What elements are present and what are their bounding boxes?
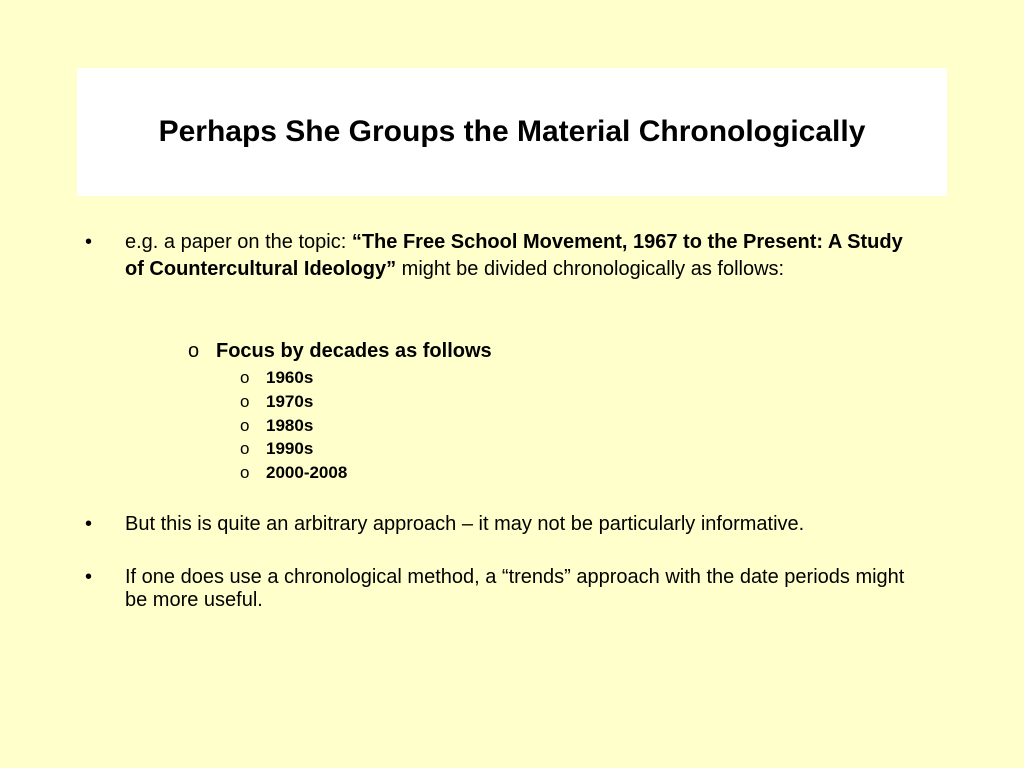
bullet-text	[125, 229, 905, 283]
list-item	[240, 461, 347, 485]
sub-bullet-focus	[188, 338, 492, 364]
sub-bullet-glyph: o	[240, 368, 250, 387]
bullet-bold-topic: “The Free School Movement, 1967 to the Present: A Study of Countercultural Ideology”	[125, 231, 903, 280]
list-item	[240, 414, 347, 438]
bullet-dot: •	[85, 513, 93, 535]
list-item	[240, 366, 347, 390]
sub-bullet-glyph: o	[188, 340, 200, 362]
title-box	[77, 68, 947, 196]
decade-label: 1960s	[266, 368, 314, 387]
decade-label: 2000-2008	[266, 463, 348, 483]
sub-bullet-glyph: o	[240, 415, 250, 435]
bullet-topic-example	[85, 229, 905, 283]
decade-label: 1980s	[266, 415, 314, 435]
slide-title: Perhaps She Groups the Material Chronologically	[158, 115, 866, 148]
bullet-text: If one does use a chronological method, a “trends” approach with the date periods might be more useful.	[125, 566, 905, 611]
bullet-arbitrary	[85, 511, 905, 538]
bullet-lead-text: e.g. a paper on the topic:	[125, 231, 352, 253]
list-item	[240, 437, 347, 461]
sub-bullet-glyph: o	[240, 463, 250, 483]
bullet-text: But this is quite an arbitrary approach – it may not be particularly informative.	[125, 513, 805, 535]
sub-bullet-glyph: o	[240, 391, 250, 411]
bullet-trends	[85, 566, 905, 612]
list-item	[240, 390, 347, 414]
bullet-dot: •	[85, 566, 93, 588]
bullet-tail-text: might be divided chronologically as follows:	[396, 258, 785, 280]
decade-label: 1970s	[266, 391, 314, 411]
bullet-dot: •	[85, 231, 93, 253]
sub-heading: Focus by decades as follows	[216, 340, 492, 362]
decade-label: 1990s	[266, 439, 314, 459]
sub-bullet-glyph: o	[240, 439, 250, 459]
decade-list	[240, 366, 347, 485]
